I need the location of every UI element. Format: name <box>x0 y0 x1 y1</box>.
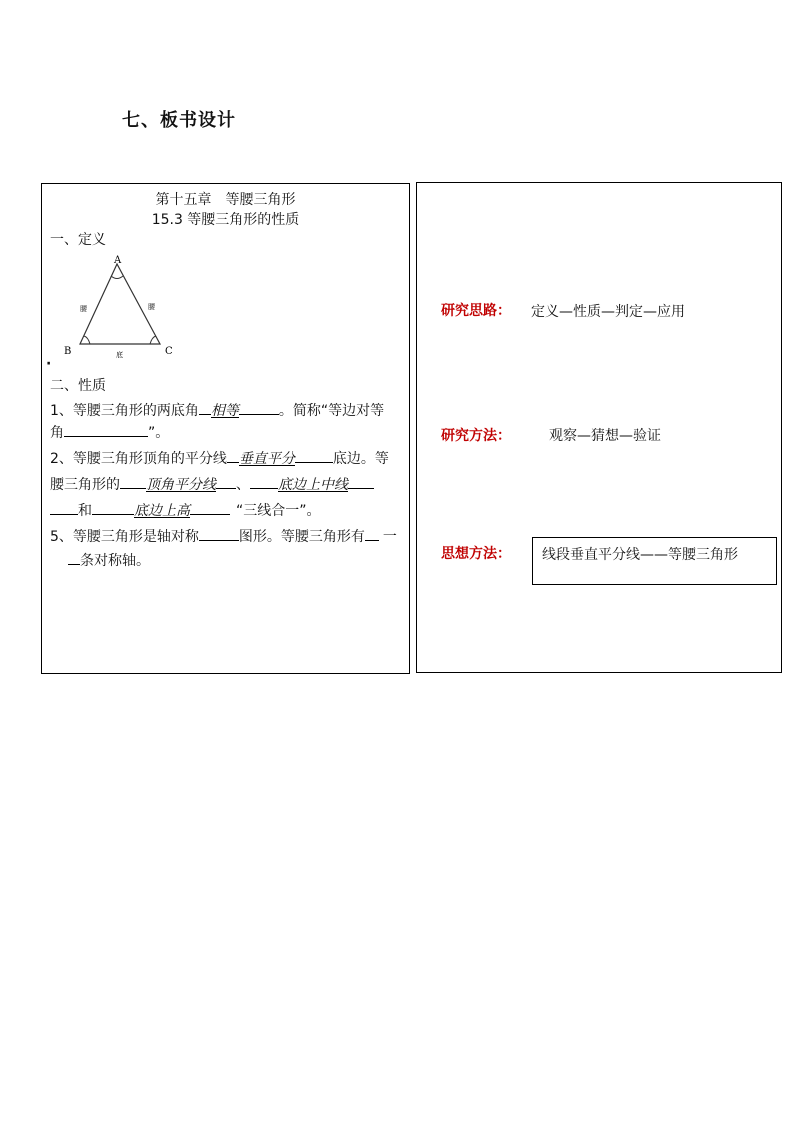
research-method-label: 研究方法： <box>441 428 511 444</box>
right-leg-label: 腰 <box>148 303 155 311</box>
board-right-panel <box>416 182 782 673</box>
properties-title: 二、性质 <box>50 378 106 394</box>
definition-title: 一、定义 <box>50 232 106 248</box>
property-2-line-1: 2、等腰三角形顶角的平分线 垂直平分 底边。等 <box>50 446 389 469</box>
property-5-line-2: 条对称轴。 <box>68 548 150 571</box>
research-method-value: 观察—猜想—验证 <box>549 428 661 444</box>
property-2-line-2: 腰三角形的 顶角平分线 、 底边上中线 <box>50 472 374 495</box>
isosceles-triangle-diagram <box>62 254 192 364</box>
chapter-title: 第十五章 等腰三角形 <box>155 192 296 208</box>
research-approach-value: 定义—性质—判定—应用 <box>531 304 685 320</box>
section-heading: 七、板书设计 <box>122 110 236 131</box>
research-approach-label: 研究思路： <box>441 303 511 319</box>
base-label: 底 <box>116 351 123 359</box>
board-left-panel <box>41 183 410 674</box>
vertex-c-label: C <box>165 346 173 357</box>
property-1-line-2: 角 ”。 <box>50 420 169 443</box>
vertex-b-label: B <box>64 346 72 357</box>
section-title: 15.3 等腰三角形的性质 <box>151 212 300 228</box>
thinking-method-value: 线段垂直平分线——等腰三角形 <box>542 547 738 563</box>
thinking-method-label: 思想方法： <box>441 546 511 562</box>
vertex-a-label: A <box>114 255 122 266</box>
dot-mark: · <box>46 356 52 372</box>
property-2-line-3: 和 底边上高 “三线合一”。 <box>50 498 321 521</box>
left-leg-label: 腰 <box>80 305 87 313</box>
thinking-method-box <box>532 537 777 585</box>
property-5-line-1: 5、等腰三角形是轴对称 图形。等腰三角形有 一 <box>50 524 397 547</box>
property-1-line-1: 1、等腰三角形的两底角 相等 。简称“等边对等 <box>50 398 384 421</box>
